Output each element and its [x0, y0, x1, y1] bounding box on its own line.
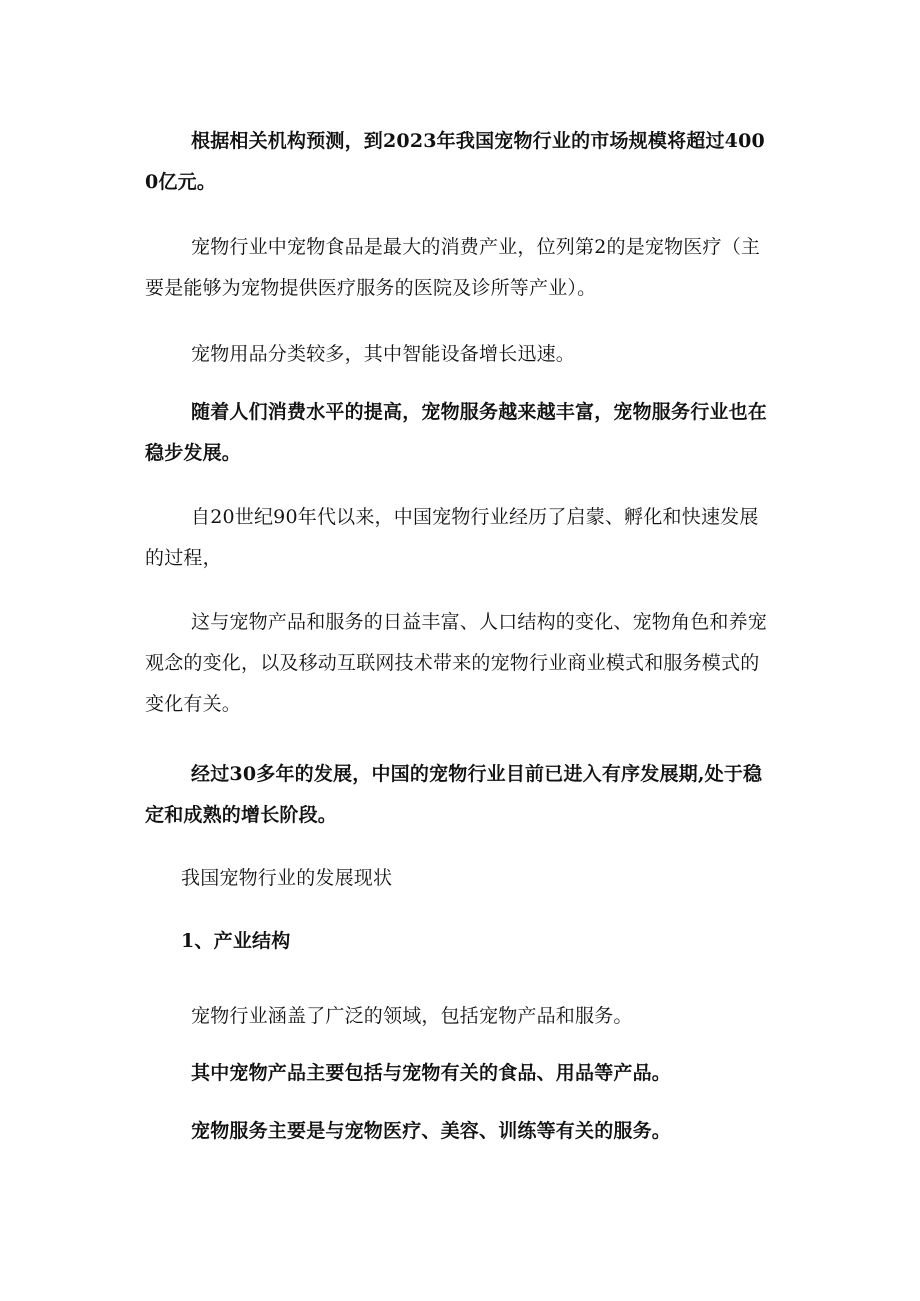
paragraph-services-growth: 随着人们消费水平的提高，宠物服务越来越丰富，宠物服务行业也在稳步发展。 [145, 401, 768, 464]
subsection-heading: 1、产业结构 [181, 930, 291, 952]
paragraph-factors: 这与宠物产品和服务的日益丰富、人口结构的变化、宠物角色和养宠观念的变化，以及移动互联网技术带来的宠物行业商业模式和服务模式的变化有关。 [145, 611, 768, 715]
paragraph-market-forecast: 根据相关机构预测，到2023年我国宠物行业的市场规模将超过4000亿元。 [145, 130, 765, 193]
paragraph-services: 宠物服务主要是与宠物医疗、美容、训练等有关的服务。 [191, 1120, 672, 1142]
paragraph-food-medical: 宠物行业中宠物食品是最大的消费产业，位列第2的是宠物医疗（主要是能够为宠物提供医疗服务的医院及诊所等产业）。 [145, 236, 761, 299]
paragraph-development-stage: 经过30多年的发展，中国的宠物行业目前已进入有序发展期,处于稳定和成熟的增长阶段。 [145, 763, 763, 826]
paragraph-supplies: 宠物用品分类较多，其中智能设备增长迅速。 [191, 343, 576, 365]
paragraph-products: 其中宠物产品主要包括与宠物有关的食品、用品等产品。 [191, 1062, 672, 1084]
section-heading: 我国宠物行业的发展现状 [181, 867, 393, 889]
paragraph-history: 自20世纪90年代以来，中国宠物行业经历了启蒙、孵化和快速发展的过程， [145, 506, 759, 569]
paragraph-scope: 宠物行业涵盖了广泛的领域，包括宠物产品和服务。 [191, 1005, 633, 1027]
